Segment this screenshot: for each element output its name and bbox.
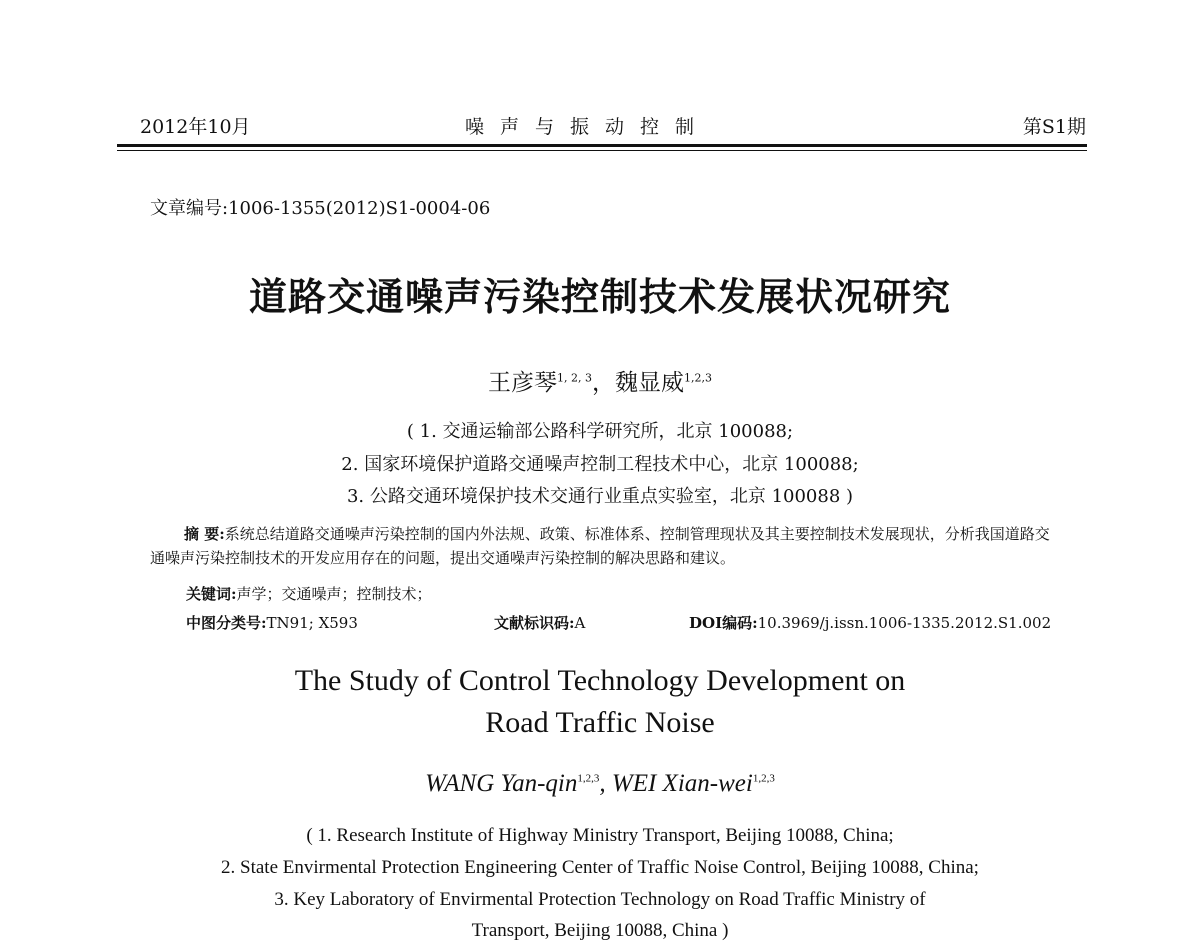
affiliation-en-3: 3. Key Laboratory of Envirmental Protection Technology on Road Traffic Ministry of bbox=[274, 889, 926, 910]
author-separator-cn: ， bbox=[591, 370, 615, 396]
header-issue: 第S1期 bbox=[1022, 116, 1086, 138]
keywords-text: 声学；交通噪声；控制技术； bbox=[236, 585, 432, 603]
author-1-cn-affil: 1, 2, 3 bbox=[557, 371, 592, 385]
article-number: 文章编号:1006-1355(2012)S1-0004-06 bbox=[150, 198, 491, 219]
chinese-title: 道路交通噪声污染控制技术发展状况研究 bbox=[248, 275, 951, 319]
abstract bbox=[150, 522, 1060, 570]
document-code-value: A bbox=[574, 614, 586, 632]
chinese-authors bbox=[0, 364, 1200, 397]
affiliation-en-1: ( 1. Research Institute of Highway Ministry Transport, Beijing 10088, China; bbox=[306, 825, 894, 846]
affiliation-cn-1: ( 1. 交通运输部公路科学研究所，北京 100088; bbox=[406, 421, 794, 442]
doi-value: 10.3969/j.issn.1006-1335.2012.S1.002 bbox=[757, 614, 1052, 632]
abstract-label: 摘 要: bbox=[184, 525, 225, 543]
author-2-en-affil: 1,2,3 bbox=[752, 772, 775, 785]
header-date: 2012年10月 bbox=[140, 116, 251, 138]
keywords-label: 关键词: bbox=[186, 585, 237, 603]
author-2-cn: 魏显威 bbox=[614, 370, 684, 396]
english-authors bbox=[0, 770, 1200, 798]
header-journal-name: 噪声与振动控制 bbox=[465, 116, 711, 138]
author-2-cn-affil: 1,2,3 bbox=[683, 371, 712, 385]
classification-number bbox=[186, 612, 358, 633]
doi-label: DOI编码: bbox=[689, 614, 758, 632]
classification-label: 中图分类号: bbox=[186, 614, 267, 632]
header-rule-thick bbox=[117, 144, 1087, 147]
author-2-en: WEI Xian-wei bbox=[611, 770, 753, 797]
author-1-cn: 王彦琴 bbox=[488, 370, 557, 396]
affiliation-cn-3: 3. 公路交通环境保护技术交通行业重点实验室，北京 100088 ) bbox=[346, 486, 854, 507]
document-code bbox=[494, 612, 585, 633]
document-code-label: 文献标识码: bbox=[494, 614, 575, 632]
abstract-text: 系统总结道路交通噪声污染控制的国内外法规、政策、标准体系、控制管理现状及其主要控制技术发展现状，分析我国道路交通噪声污染控制技术的开发应用存在的问题，提出交通噪声污染控制的解决思路和建议。 bbox=[150, 525, 1050, 567]
header-rule-thin bbox=[117, 150, 1087, 151]
classification-value: TN91; X593 bbox=[266, 614, 358, 632]
running-header bbox=[140, 112, 1086, 142]
author-1-en: WANG Yan-qin bbox=[425, 770, 578, 797]
english-title-line-1: The Study of Control Technology Development on bbox=[294, 664, 906, 697]
affiliation-en-2: 2. State Envirmental Protection Engineering Center of Traffic Noise Control, Beijing 10088, China; bbox=[221, 857, 979, 878]
keywords bbox=[186, 583, 432, 604]
author-1-en-affil: 1,2,3 bbox=[577, 772, 600, 785]
affiliation-en-3-cont: Transport, Beijing 10088, China ) bbox=[471, 920, 729, 941]
affiliation-cn-2: 2. 国家环境保护道路交通噪声控制工程技术中心，北京 100088; bbox=[341, 454, 859, 475]
author-separator-en: , bbox=[599, 770, 612, 797]
doi bbox=[689, 612, 1051, 633]
english-title-line-2: Road Traffic Noise bbox=[485, 706, 715, 739]
